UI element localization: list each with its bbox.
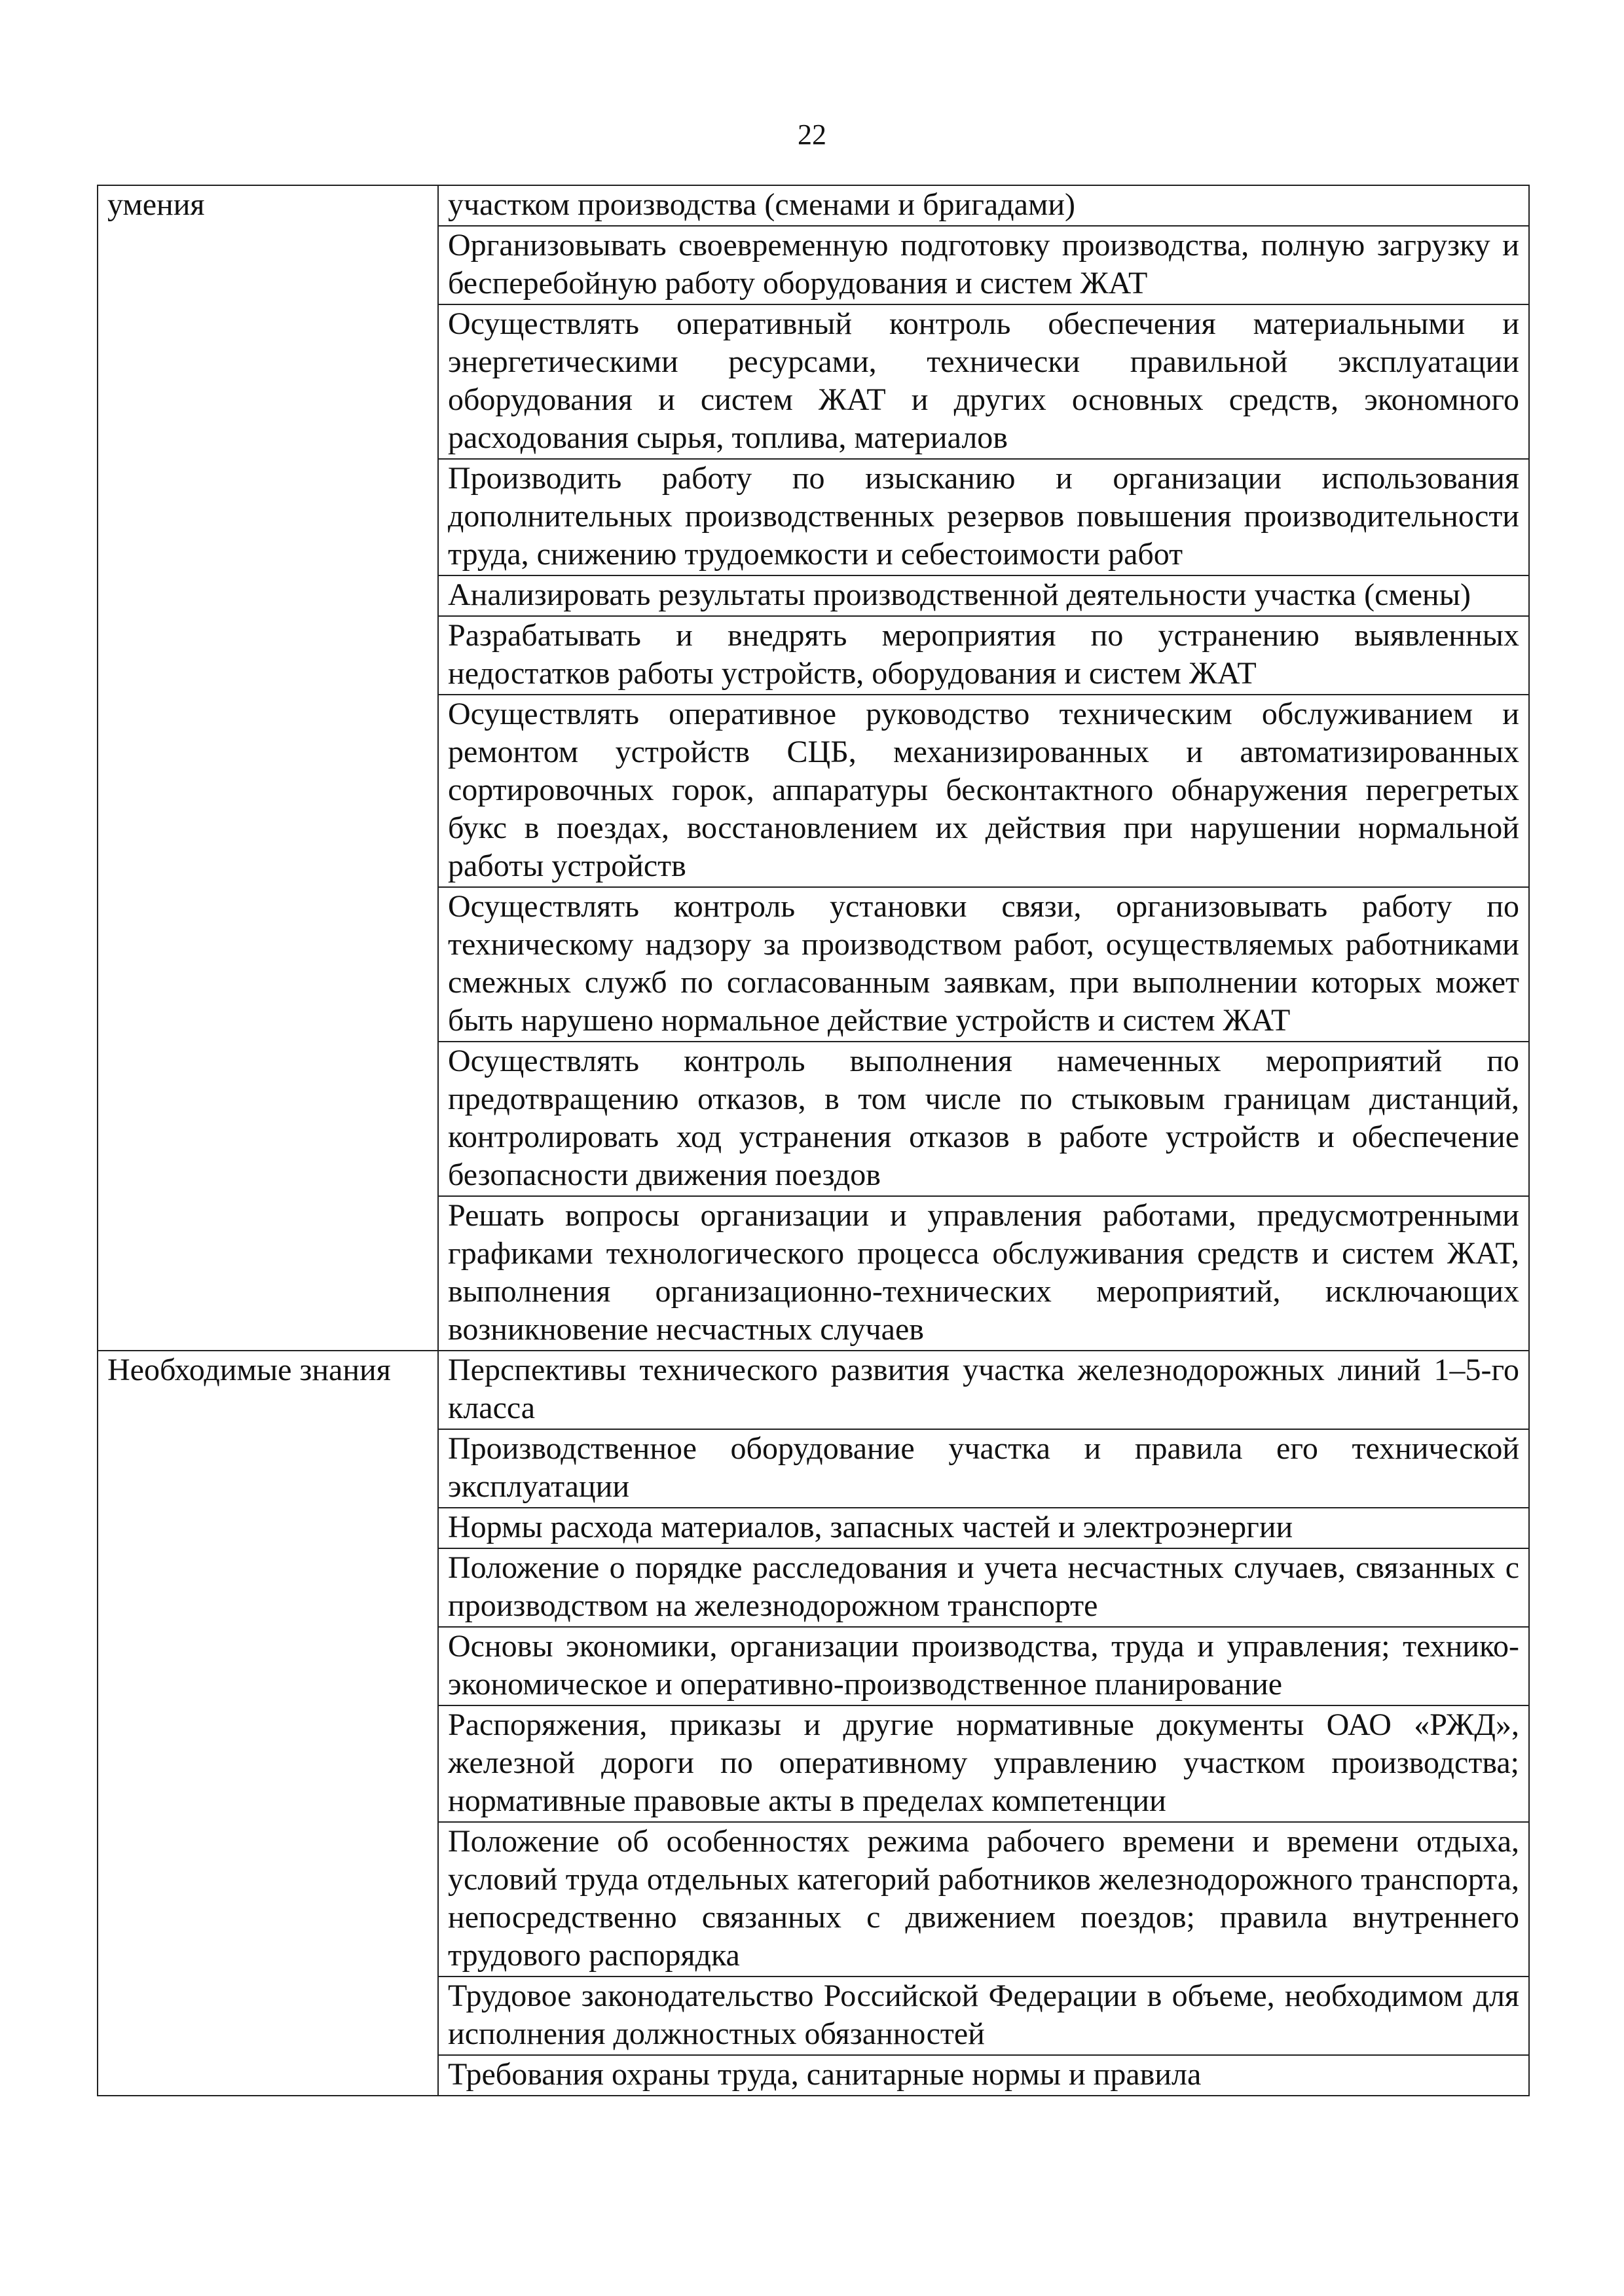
requirement-item: Организовывать своевременную подготовку производства, полную загрузку и бесперебойную работу оборудования и систем ЖАТ [438, 226, 1529, 304]
requirement-item: Основы экономики, организации производства, труда и управления; технико-экономическое и оперативно-производственное планирование [438, 1627, 1529, 1705]
requirement-item: участком производства (сменами и бригадами) [438, 185, 1529, 226]
requirement-item: Положение об особенностях режима рабочего времени и времени отдыха, условий труда отдельных категорий работников железнодорожного транспорта, непосредственно связанных с движением поездов; правила внутреннего трудового распорядка [438, 1822, 1529, 1977]
requirement-item: Нормы расхода материалов, запасных частей и электроэнергии [438, 1508, 1529, 1548]
requirement-item: Перспективы технического развития участка железнодорожных линий 1–5-го класса [438, 1351, 1529, 1429]
requirement-item: Трудовое законодательство Российской Федерации в объеме, необходимом для исполнения должностных обязанностей [438, 1977, 1529, 2055]
requirement-item: Решать вопросы организации и управления работами, предусмотренными графиками технологического процесса обслуживания средств и систем ЖАТ, выполнения организационно-технических мероприятий, исключающих возникновение несчастных случаев [438, 1196, 1529, 1351]
requirement-item: Осуществлять контроль выполнения намеченных мероприятий по предотвращению отказов, в том числе по стыковым границам дистанций, контролировать ход устранения отказов в работе устройств и обеспечение безопасности движения поездов [438, 1042, 1529, 1196]
requirement-item: Положение о порядке расследования и учета несчастных случаев, связанных с производством на железнодорожном транспорте [438, 1548, 1529, 1627]
requirement-item: Требования охраны труда, санитарные нормы и правила [438, 2055, 1529, 2096]
requirement-item: Производственное оборудование участка и правила его технической эксплуатации [438, 1429, 1529, 1508]
requirement-item: Анализировать результаты производственной деятельности участка (смены) [438, 575, 1529, 616]
requirement-item: Осуществлять оперативный контроль обеспечения материальными и энергетическими ресурсами, технически правильной эксплуатации оборудования и систем ЖАТ и других основных средств, экономного расходования сырья, топлива, материалов [438, 304, 1529, 459]
table-row [98, 185, 1529, 226]
page-number: 22 [798, 118, 826, 151]
requirements-table [97, 185, 1530, 2096]
requirement-item: Осуществлять оперативное руководство техническим обслуживанием и ремонтом устройств СЦБ, механизированных и автоматизированных сортировочных горок, аппаратуры бесконтактного обнаружения перегретых букс в поездах, восстановлением их действия при нарушении нормальной работы устройств [438, 695, 1529, 887]
section-label: Необходимые знания [98, 1351, 438, 2096]
requirement-item: Разрабатывать и внедрять мероприятия по устранению выявленных недостатков работы устройств, оборудования и систем ЖАТ [438, 616, 1529, 695]
table-row [98, 1351, 1529, 1429]
requirement-item: Осуществлять контроль установки связи, организовывать работу по техническому надзору за производством работ, осуществляемых работниками смежных служб по согласованным заявкам, при выполнении которых может быть нарушено нормальное действие устройств и систем ЖАТ [438, 887, 1529, 1042]
section-label: умения [98, 185, 438, 1351]
requirements-table-body [98, 185, 1529, 2096]
requirement-item: Распоряжения, приказы и другие нормативные документы ОАО «РЖД», железной дороги по оперативному управлению участком производства; нормативные правовые акты в пределах компетенции [438, 1705, 1529, 1822]
requirement-item: Производить работу по изысканию и организации использования дополнительных производственных резервов повышения производительности труда, снижению трудоемкости и себестоимости работ [438, 459, 1529, 575]
